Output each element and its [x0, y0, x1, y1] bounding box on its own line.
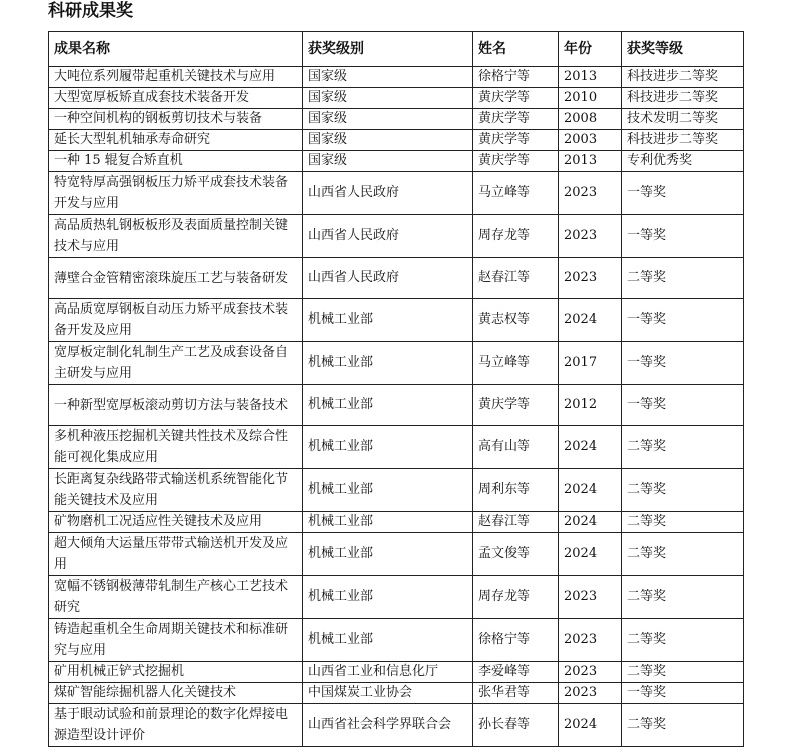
- section-title: 科研成果奖: [48, 1, 133, 21]
- cell-person: 黄庆学等: [473, 151, 559, 172]
- table-header-row: [49, 32, 744, 67]
- cell-grade: 一等奖: [622, 342, 744, 385]
- cell-name: 基于眼动试验和前景理论的数字化焊接电源造型设计评价: [49, 704, 303, 747]
- header-year: 年份: [559, 32, 622, 67]
- cell-grade: 一等奖: [622, 299, 744, 342]
- awards-table: [48, 31, 744, 747]
- header-person: 姓名: [473, 32, 559, 67]
- table-row: [49, 299, 744, 342]
- cell-year: 2024: [559, 512, 622, 533]
- cell-name: 矿用机械正铲式挖掘机: [49, 662, 303, 683]
- cell-grade: 科技进步二等奖: [622, 67, 744, 88]
- cell-person: 黄庆学等: [473, 130, 559, 151]
- cell-grade: 一等奖: [622, 385, 744, 426]
- cell-name: 一种 15 辊复合矫直机: [49, 151, 303, 172]
- cell-person: 黄庆学等: [473, 109, 559, 130]
- cell-level: 机械工业部: [303, 533, 473, 576]
- table-row: [49, 172, 744, 215]
- cell-person: 赵春江等: [473, 258, 559, 299]
- table-row: [49, 88, 744, 109]
- cell-level: 机械工业部: [303, 619, 473, 662]
- table-row: [49, 512, 744, 533]
- table-row: [49, 258, 744, 299]
- cell-year: 2023: [559, 683, 622, 704]
- table-row: [49, 426, 744, 469]
- cell-name: 一种空间机构的钢板剪切技术与装备: [49, 109, 303, 130]
- header-level: 获奖级别: [303, 32, 473, 67]
- cell-year: 2024: [559, 299, 622, 342]
- cell-year: 2013: [559, 151, 622, 172]
- cell-level: 机械工业部: [303, 385, 473, 426]
- header-name: 成果名称: [49, 32, 303, 67]
- cell-year: 2023: [559, 662, 622, 683]
- cell-name: 一种新型宽厚板滚动剪切方法与装备技术: [49, 385, 303, 426]
- cell-name: 长距离复杂线路带式输送机系统智能化节能关键技术及应用: [49, 469, 303, 512]
- cell-person: 黄庆学等: [473, 88, 559, 109]
- cell-grade: 二等奖: [622, 619, 744, 662]
- cell-level: 机械工业部: [303, 299, 473, 342]
- cell-grade: 一等奖: [622, 683, 744, 704]
- cell-grade: 科技进步二等奖: [622, 130, 744, 151]
- cell-year: 2010: [559, 88, 622, 109]
- cell-grade: 一等奖: [622, 172, 744, 215]
- cell-year: 2012: [559, 385, 622, 426]
- cell-name: 矿物磨机工况适应性关键技术及应用: [49, 512, 303, 533]
- cell-year: 2023: [559, 258, 622, 299]
- cell-year: 2017: [559, 342, 622, 385]
- table-row: [49, 533, 744, 576]
- cell-name: 宽幅不锈钢极薄带轧制生产核心工艺技术研究: [49, 576, 303, 619]
- cell-level: 国家级: [303, 88, 473, 109]
- cell-grade: 科技进步二等奖: [622, 88, 744, 109]
- cell-name: 大型宽厚板矫直成套技术装备开发: [49, 88, 303, 109]
- cell-level: 机械工业部: [303, 469, 473, 512]
- table-row: [49, 662, 744, 683]
- cell-person: 孟文俊等: [473, 533, 559, 576]
- header-grade: 获奖等级: [622, 32, 744, 67]
- cell-grade: 专利优秀奖: [622, 151, 744, 172]
- cell-grade: 二等奖: [622, 512, 744, 533]
- cell-person: 周利东等: [473, 469, 559, 512]
- cell-person: 高有山等: [473, 426, 559, 469]
- cell-person: 周存龙等: [473, 215, 559, 258]
- table-row: [49, 342, 744, 385]
- cell-grade: 二等奖: [622, 533, 744, 576]
- cell-name: 煤矿智能综掘机器人化关键技术: [49, 683, 303, 704]
- cell-level: 国家级: [303, 67, 473, 88]
- cell-grade: 二等奖: [622, 258, 744, 299]
- cell-level: 国家级: [303, 109, 473, 130]
- cell-year: 2024: [559, 426, 622, 469]
- cell-grade: 二等奖: [622, 662, 744, 683]
- cell-year: 2008: [559, 109, 622, 130]
- cell-grade: 技术发明二等奖: [622, 109, 744, 130]
- cell-year: 2023: [559, 172, 622, 215]
- cell-year: 2024: [559, 469, 622, 512]
- table-row: [49, 683, 744, 704]
- cell-grade: 二等奖: [622, 576, 744, 619]
- table-row: [49, 619, 744, 662]
- cell-year: 2023: [559, 215, 622, 258]
- cell-grade: 二等奖: [622, 426, 744, 469]
- cell-level: 机械工业部: [303, 426, 473, 469]
- cell-level: 山西省社会科学界联合会: [303, 704, 473, 747]
- cell-level: 机械工业部: [303, 576, 473, 619]
- cell-name: 超大倾角大运量压带带式输送机开发及应用: [49, 533, 303, 576]
- cell-person: 黄志权等: [473, 299, 559, 342]
- table-row: [49, 151, 744, 172]
- cell-name: 铸造起重机全生命周期关键技术和标准研究与应用: [49, 619, 303, 662]
- table-row: [49, 469, 744, 512]
- table-row: [49, 576, 744, 619]
- cell-year: 2023: [559, 576, 622, 619]
- cell-level: 国家级: [303, 130, 473, 151]
- table-row: [49, 109, 744, 130]
- cell-level: 机械工业部: [303, 342, 473, 385]
- cell-name: 多机种液压挖掘机关键共性技术及综合性能可视化集成应用: [49, 426, 303, 469]
- cell-level: 中国煤炭工业协会: [303, 683, 473, 704]
- cell-name: 大吨位系列履带起重机关键技术与应用: [49, 67, 303, 88]
- cell-name: 薄壁合金管精密滚珠旋压工艺与装备研发: [49, 258, 303, 299]
- cell-level: 山西省人民政府: [303, 215, 473, 258]
- cell-person: 徐格宁等: [473, 67, 559, 88]
- cell-name: 高品质宽厚钢板自动压力矫平成套技术装备开发及应用: [49, 299, 303, 342]
- table-row: [49, 130, 744, 151]
- cell-person: 赵春江等: [473, 512, 559, 533]
- cell-level: 山西省人民政府: [303, 172, 473, 215]
- cell-level: 机械工业部: [303, 512, 473, 533]
- cell-person: 徐格宁等: [473, 619, 559, 662]
- cell-grade: 二等奖: [622, 469, 744, 512]
- cell-person: 孙长春等: [473, 704, 559, 747]
- cell-person: 张华君等: [473, 683, 559, 704]
- cell-person: 马立峰等: [473, 172, 559, 215]
- cell-person: 马立峰等: [473, 342, 559, 385]
- cell-year: 2023: [559, 619, 622, 662]
- cell-level: 山西省工业和信息化厅: [303, 662, 473, 683]
- cell-year: 2024: [559, 533, 622, 576]
- cell-year: 2024: [559, 704, 622, 747]
- cell-name: 延长大型轧机轴承寿命研究: [49, 130, 303, 151]
- cell-grade: 一等奖: [622, 215, 744, 258]
- cell-level: 国家级: [303, 151, 473, 172]
- table-row: [49, 385, 744, 426]
- table-row: [49, 67, 744, 88]
- cell-level: 山西省人民政府: [303, 258, 473, 299]
- cell-person: 李爱峰等: [473, 662, 559, 683]
- cell-name: 宽厚板定制化轧制生产工艺及成套设备自主研发与应用: [49, 342, 303, 385]
- table-row: [49, 215, 744, 258]
- cell-name: 高品质热轧钢板板形及表面质量控制关键技术与应用: [49, 215, 303, 258]
- cell-year: 2003: [559, 130, 622, 151]
- cell-name: 特宽特厚高强钢板压力矫平成套技术装备开发与应用: [49, 172, 303, 215]
- table-row: [49, 704, 744, 747]
- cell-person: 周存龙等: [473, 576, 559, 619]
- cell-year: 2013: [559, 67, 622, 88]
- cell-person: 黄庆学等: [473, 385, 559, 426]
- cell-grade: 二等奖: [622, 704, 744, 747]
